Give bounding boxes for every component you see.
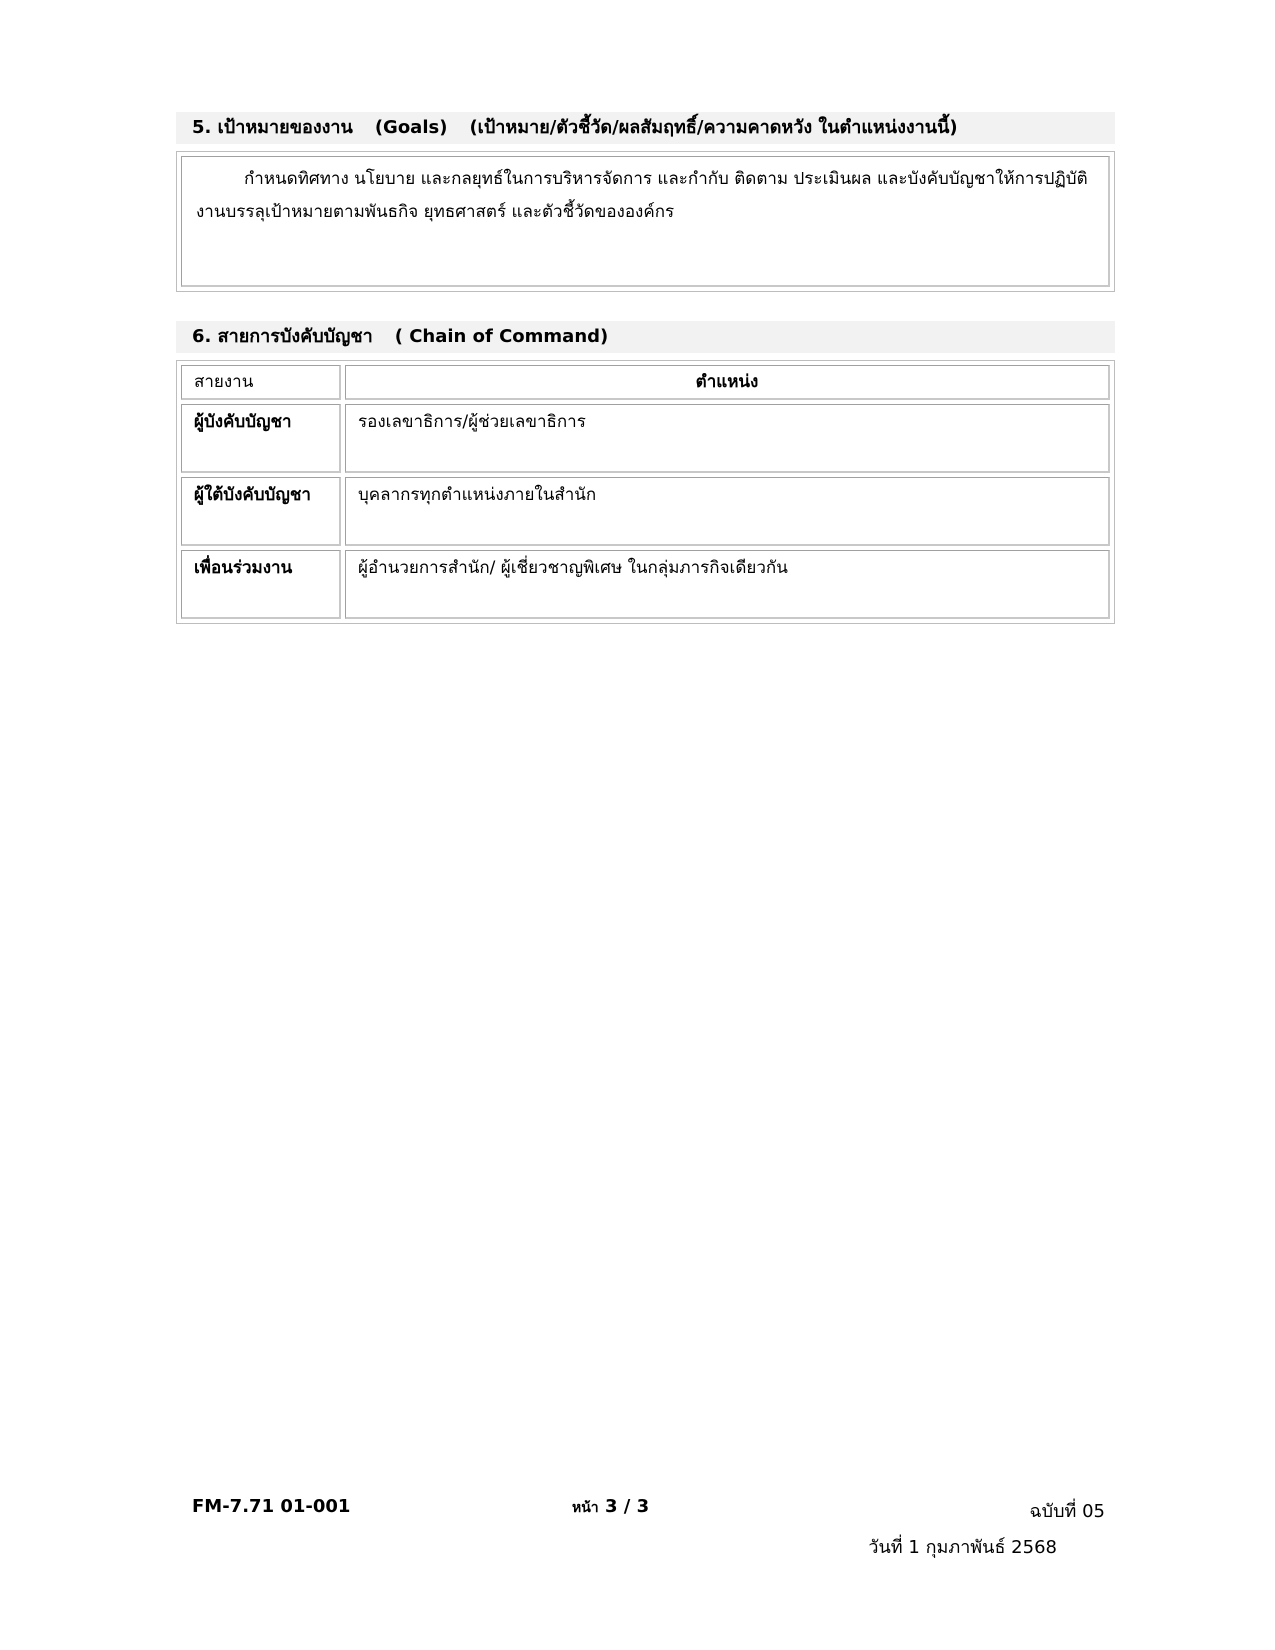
chain-heading-en: ( Chain of Command): [394, 326, 609, 347]
chain-of-command-table: [176, 360, 1115, 624]
edition-date: วันที่ 1 กุมภาพันธ์ 2568: [868, 1537, 1057, 1558]
page-label: หน้า: [572, 1500, 599, 1516]
goals-heading: [176, 112, 1115, 144]
table-row: [181, 550, 1110, 619]
position-cell: รองเลขาธิการ/ผู้ช่วยเลขาธิการ: [345, 404, 1110, 473]
form-code: FM-7.71 01-001: [192, 1496, 351, 1517]
position-cell: ผู้อำนวยการสำนัก/ ผู้เชี่ยวชาญพิเศษ ในกลุ่มภารกิจเดียวกัน: [345, 550, 1110, 619]
goals-box: [176, 151, 1115, 292]
edition-number: ฉบับที่ 05: [1029, 1501, 1105, 1522]
role-cell: เพื่อนร่วมงาน: [181, 550, 341, 619]
page-indicator: [572, 1496, 649, 1519]
goals-text: กำหนดทิศทาง นโยบาย และกลยุทธ์ในการบริหารจัดการ และกำกับ ติดตาม ประเมินผล และบังคับบัญชาให้การปฏิบัติงานบรรลุเป้าหมายตามพันธกิจ ยุทธศาสตร์ และตัวชี้วัดขององค์กร: [196, 169, 1088, 222]
column-header-position: ตำแหน่ง: [345, 365, 1110, 400]
table-row: [181, 477, 1110, 546]
table-row: [181, 404, 1110, 473]
goals-text-cell: [181, 156, 1110, 287]
table-header-row: [181, 365, 1110, 400]
chain-heading-number: 6. สายการบังคับบัญชา: [192, 326, 373, 347]
position-cell: บุคลากรทุกตำแหน่งภายในสำนัก: [345, 477, 1110, 546]
goals-heading-desc: (เป้าหมาย/ตัวชี้วัด/ผลสัมฤทธิ์/ความคาดหวัง ในตำแหน่งงานนี้): [469, 117, 958, 138]
goals-heading-en: (Goals): [374, 117, 448, 138]
role-cell: ผู้ใต้บังคับบัญชา: [181, 477, 341, 546]
chain-heading: [176, 321, 1115, 353]
column-header-line: สายงาน: [181, 365, 341, 400]
role-cell: ผู้บังคับบัญชา: [181, 404, 341, 473]
goals-heading-number: 5. เป้าหมายของงาน: [192, 117, 353, 138]
page-number: 3 / 3: [604, 1496, 650, 1517]
